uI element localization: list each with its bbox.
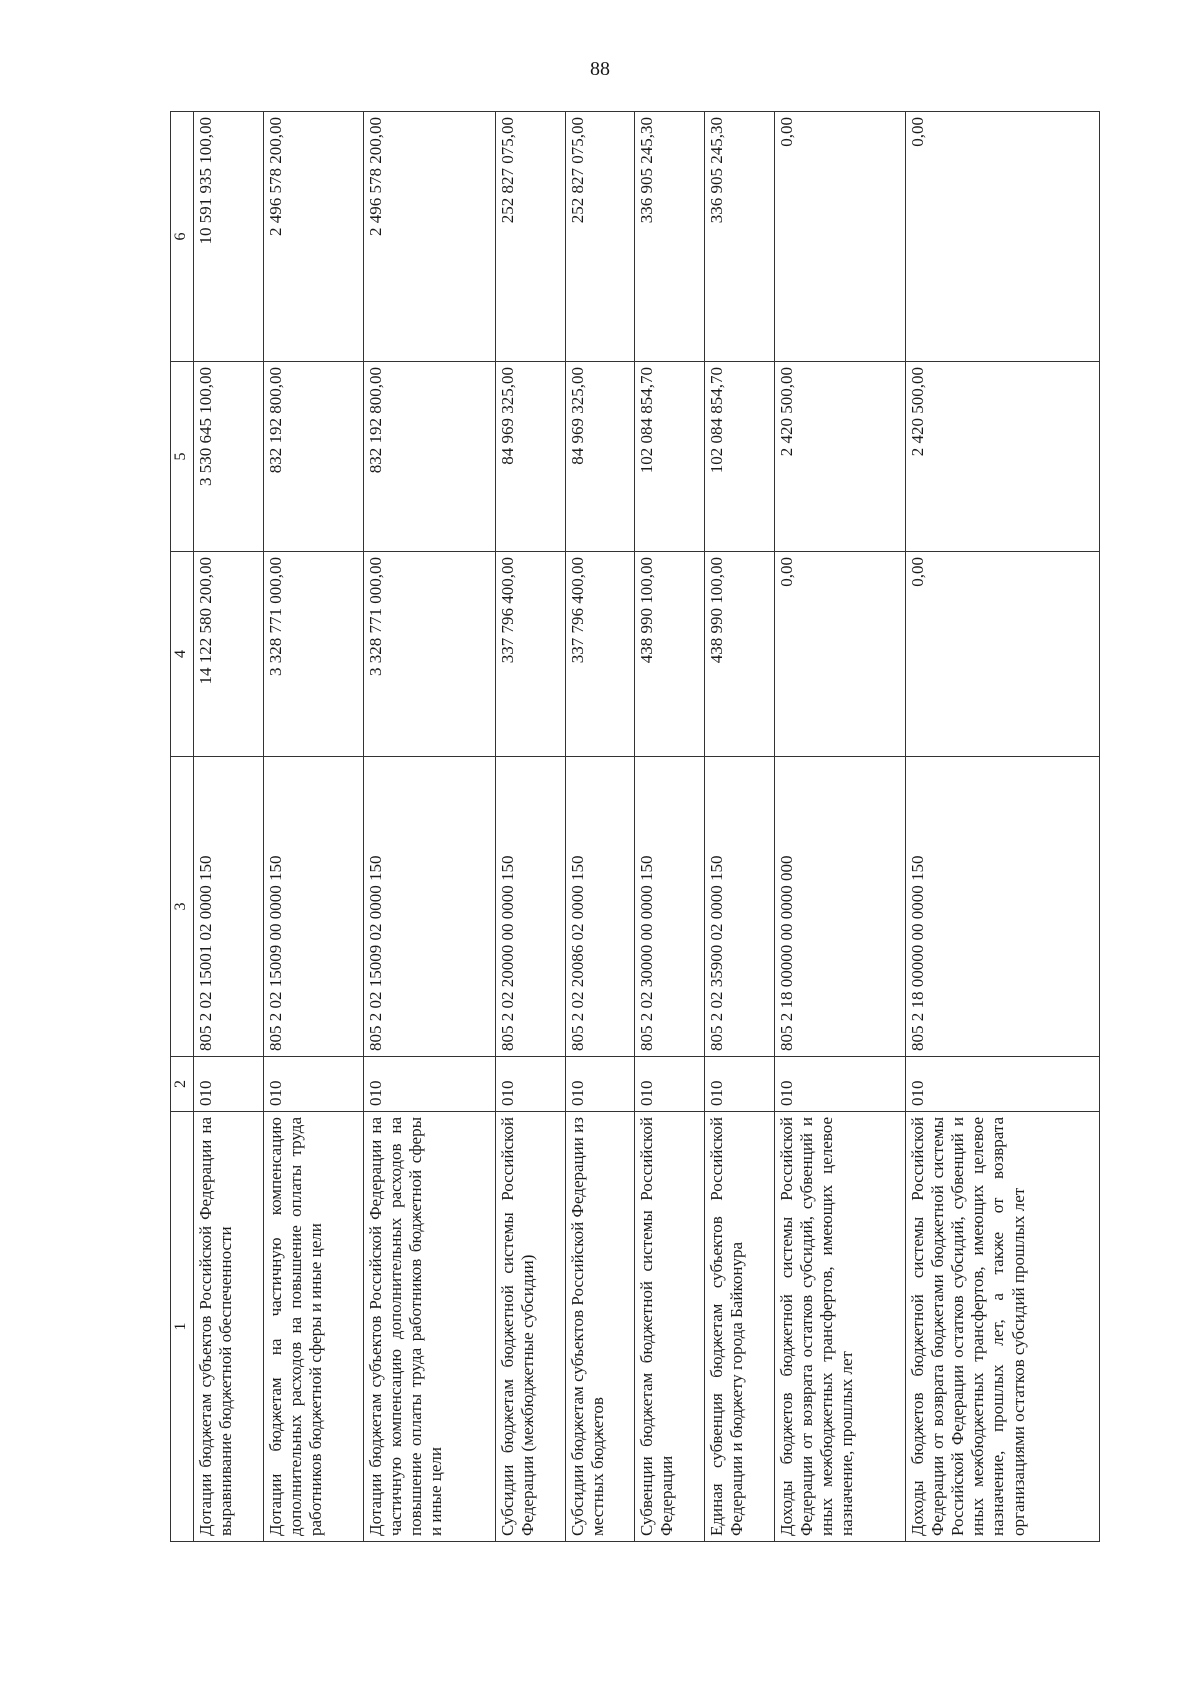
row-code: 805 2 18 00000 00 0000 150 — [906, 757, 1100, 1057]
row-section: 010 — [774, 1057, 906, 1112]
row-name: Субсидии бюджетам субъектов Российской Федерации из местных бюджетов — [565, 1112, 635, 1542]
table-row — [194, 112, 264, 1542]
row-code: 805 2 02 15009 00 0000 150 — [263, 757, 364, 1057]
row-col6: 0,00 — [774, 112, 906, 362]
row-col4: 438 990 100,00 — [704, 552, 774, 757]
row-code: 805 2 02 20000 00 0000 150 — [495, 757, 565, 1057]
column-header: 1 — [171, 1112, 194, 1542]
row-code: 805 2 02 20086 02 0000 150 — [565, 757, 635, 1057]
row-code: 805 2 02 15001 02 0000 150 — [194, 757, 264, 1057]
row-col5: 84 969 325,00 — [495, 362, 565, 552]
row-col4: 0,00 — [774, 552, 906, 757]
table-row — [263, 112, 364, 1542]
column-header: 3 — [171, 757, 194, 1057]
row-col4: 3 328 771 000,00 — [263, 552, 364, 757]
row-col5: 832 192 800,00 — [364, 362, 496, 552]
row-name: Дотации бюджетам субъектов Российской Федерации на частичную компенсацию дополнительных расходов на повышение оплаты труда работников бюджетной сферы и иные цели — [364, 1112, 496, 1542]
table-row — [565, 112, 635, 1542]
row-name: Субвенции бюджетам бюджетной системы Российской Федерации — [635, 1112, 705, 1542]
row-name: Дотации бюджетам на частичную компенсацию дополнительных расходов на повышение оплаты труда работников бюджетной сферы и иные цели — [263, 1112, 364, 1542]
column-header: 2 — [171, 1057, 194, 1112]
row-col5: 3 530 645 100,00 — [194, 362, 264, 552]
table-row — [495, 112, 565, 1542]
row-col5: 2 420 500,00 — [906, 362, 1100, 552]
table-row — [704, 112, 774, 1542]
row-code: 805 2 02 30000 00 0000 150 — [635, 757, 705, 1057]
budget-table — [170, 111, 1100, 1542]
row-col4: 0,00 — [906, 552, 1100, 757]
row-section: 010 — [565, 1057, 635, 1112]
table-header-row — [171, 112, 194, 1542]
row-col4: 438 990 100,00 — [635, 552, 705, 757]
table-row — [635, 112, 705, 1542]
row-section: 010 — [364, 1057, 496, 1112]
row-col4: 337 796 400,00 — [565, 552, 635, 757]
row-name: Доходы бюджетов бюджетной системы Российской Федерации от возврата бюджетами бюджетной системы Российской Федерации остатков субсидий, субвенций и иных межбюджетных трансфертов, имеющих целевое назначение, прошлых лет, а также от возврата организациями остатков субсидий прошлых лет — [906, 1112, 1100, 1542]
row-col4: 337 796 400,00 — [495, 552, 565, 757]
row-col4: 14 122 580 200,00 — [194, 552, 264, 757]
row-code: 805 2 18 00000 00 0000 000 — [774, 757, 906, 1057]
row-section: 010 — [704, 1057, 774, 1112]
row-name: Субсидии бюджетам бюджетной системы Российской Федерации (межбюджетные субсидии) — [495, 1112, 565, 1542]
row-code: 805 2 02 15009 02 0000 150 — [364, 757, 496, 1057]
row-section: 010 — [194, 1057, 264, 1112]
row-name: Дотации бюджетам субъектов Российской Федерации на выравнивание бюджетной обеспеченности — [194, 1112, 264, 1542]
row-col5: 832 192 800,00 — [263, 362, 364, 552]
row-col6: 336 905 245,30 — [704, 112, 774, 362]
row-col5: 102 084 854,70 — [704, 362, 774, 552]
column-header: 5 — [171, 362, 194, 552]
rotated-table-frame — [170, 112, 1100, 1542]
row-col6: 10 591 935 100,00 — [194, 112, 264, 362]
row-col6: 2 496 578 200,00 — [263, 112, 364, 362]
row-col6: 336 905 245,30 — [635, 112, 705, 362]
row-col6: 2 496 578 200,00 — [364, 112, 496, 362]
row-section: 010 — [906, 1057, 1100, 1112]
row-code: 805 2 02 35900 02 0000 150 — [704, 757, 774, 1057]
row-col4: 3 328 771 000,00 — [364, 552, 496, 757]
table-row — [364, 112, 496, 1542]
row-section: 010 — [263, 1057, 364, 1112]
row-section: 010 — [635, 1057, 705, 1112]
row-name: Единая субвенция бюджетам субъектов Российской Федерации и бюджету города Байконура — [704, 1112, 774, 1542]
row-col6: 252 827 075,00 — [495, 112, 565, 362]
table-row — [774, 112, 906, 1542]
column-header: 6 — [171, 112, 194, 362]
row-name: Доходы бюджетов бюджетной системы Российской Федерации от возврата остатков субсидий, субвенций и иных межбюджетных трансфертов, имеющих целевое назначение, прошлых лет — [774, 1112, 906, 1542]
row-col6: 252 827 075,00 — [565, 112, 635, 362]
page-number: 88 — [590, 58, 610, 80]
column-header: 4 — [171, 552, 194, 757]
row-col5: 84 969 325,00 — [565, 362, 635, 552]
row-col5: 102 084 854,70 — [635, 362, 705, 552]
row-section: 010 — [495, 1057, 565, 1112]
row-col6: 0,00 — [906, 112, 1100, 362]
row-col5: 2 420 500,00 — [774, 362, 906, 552]
table-row — [906, 112, 1100, 1542]
